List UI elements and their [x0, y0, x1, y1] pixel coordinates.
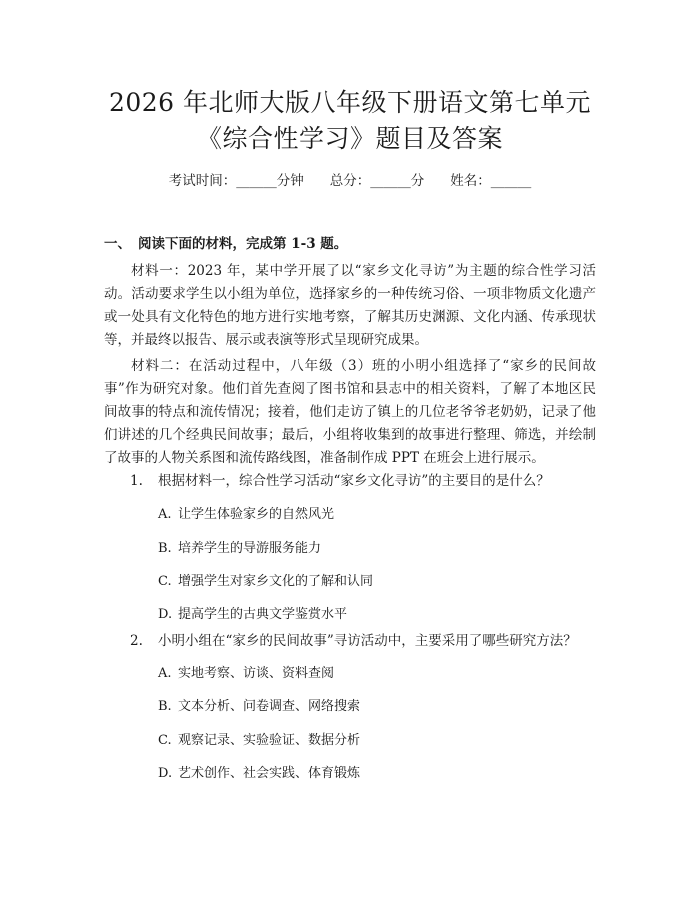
exam-info: [0, 169, 700, 189]
option-text: 文本分析、问卷调查、网络搜索: [178, 699, 361, 714]
question-2-option-b: [158, 695, 360, 714]
option-text: 艺术创作、社会实践、体育锻炼: [178, 766, 361, 781]
material-2-paragraph: 材料二：在活动过程中，八年级（3）班的小明小组选择了“家乡的民间故事”作为研究对象。他们首先查阅了图书馆和县志中的相关资料，了解了本地区民间故事的特点和流传情况；接着，他们走访了镇上的几位老爷爷老奶奶，记录了他们讲述的几个经典民间故事；最后，小组将收集到的故事进行整理、筛选，并绘制了故事的人物关系图和流传路线图，准备制作成 PPT 在班会上进行展示。: [104, 358, 596, 466]
question-2-option-d: [158, 762, 360, 781]
option-letter: A.: [158, 666, 172, 681]
exam-name: 姓名：______: [450, 173, 532, 189]
option-text: 让学生体验家乡的自然风光: [178, 507, 335, 522]
page-subtitle: 《综合性学习》题目及答案: [196, 124, 503, 153]
question-1: [130, 469, 550, 489]
question-2: [130, 629, 577, 649]
option-text: 观察记录、实验验证、数据分析: [178, 733, 361, 748]
option-letter: C.: [158, 574, 172, 589]
page-title: 2026 年北师大版八年级下册语文第七单元: [108, 88, 592, 117]
question-1-option-a: [158, 503, 334, 522]
question-2-option-a: [158, 662, 334, 681]
question-number: 1.: [130, 473, 143, 489]
question-1-option-d: [158, 603, 347, 622]
question-text: 小明小组在“家乡的民间故事”寻访活动中，主要采用了哪些研究方法？: [158, 633, 577, 649]
question-1-option-c: [158, 570, 373, 589]
option-text: 提高学生的古典文学鉴赏水平: [178, 607, 348, 622]
question-2-option-c: [158, 729, 360, 748]
exam-score: 总分：______分: [329, 173, 425, 189]
question-1-option-b: [158, 537, 321, 556]
section-number: 一、: [104, 236, 131, 252]
section-instruction: 阅读下面的材料，完成第 1-3 题。: [138, 236, 348, 252]
exam-time: 考试时间：______分钟: [168, 173, 304, 189]
option-letter: A.: [158, 507, 172, 522]
section-heading: [104, 232, 347, 252]
option-letter: D.: [158, 607, 173, 622]
option-text: 实地考察、访谈、资料查阅: [178, 666, 335, 681]
option-letter: B.: [158, 541, 172, 556]
option-text: 增强学生对家乡文化的了解和认同: [178, 574, 374, 589]
question-number: 2.: [130, 633, 143, 649]
option-letter: D.: [158, 766, 173, 781]
option-letter: B.: [158, 699, 172, 714]
material-1-paragraph: 材料一：2023 年，某中学开展了以“家乡文化寻访”为主题的综合性学习活动。活动要求学生以小组为单位，选择家乡的一种传统习俗、一项非物质文化遗产或一处具有文化特色的地方进行实地考察，了解其历史渊源、文化内涵、传承现状等，并最终以报告、展示或表演等形式呈现研究成果。: [104, 263, 596, 348]
option-letter: C.: [158, 733, 172, 748]
option-text: 培养学生的导游服务能力: [178, 541, 322, 556]
question-text: 根据材料一，综合性学习活动“家乡文化寻访”的主要目的是什么？: [158, 473, 550, 489]
